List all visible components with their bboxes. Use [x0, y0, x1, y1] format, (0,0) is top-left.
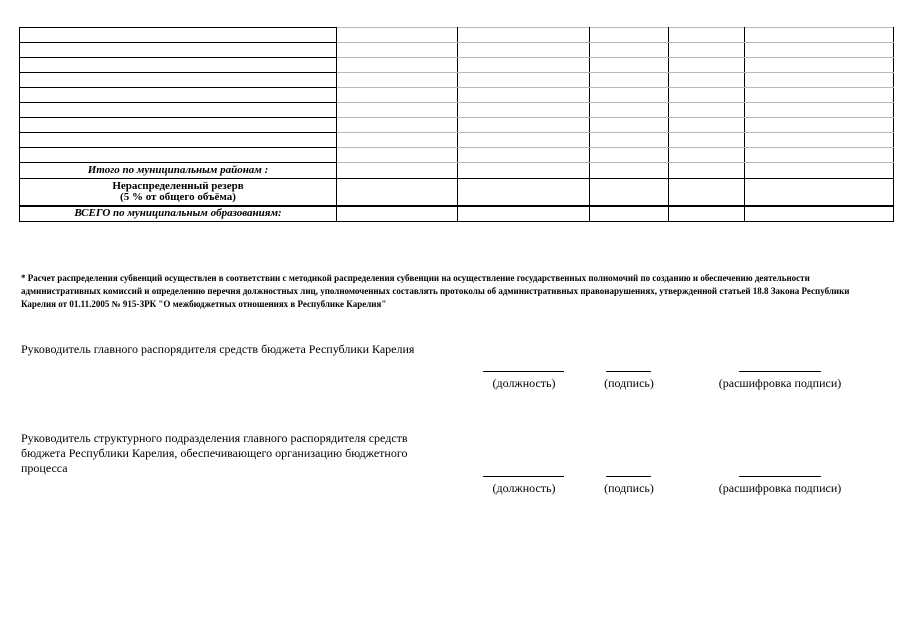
table-cell [337, 73, 458, 88]
table-row [20, 73, 894, 88]
table-cell [458, 118, 590, 133]
table-cell [590, 88, 669, 103]
table-cell [590, 58, 669, 73]
signature1-position-line [483, 371, 564, 372]
table-cell [669, 148, 745, 163]
table-body [20, 28, 894, 163]
table-row [20, 28, 894, 43]
table-cell [669, 103, 745, 118]
table-cell [337, 88, 458, 103]
table-cell [745, 133, 894, 148]
table-cell [745, 58, 894, 73]
table-cell [669, 58, 745, 73]
signature1-signature-line [606, 371, 651, 372]
municipality-name-cell [20, 43, 337, 58]
municipality-name-cell [20, 148, 337, 163]
table-cell [590, 118, 669, 133]
signature1-label: Руководитель главного распорядителя средств бюджета Республики Карелия [21, 342, 415, 356]
signature1-position-caption: (должность) [492, 376, 556, 390]
table-cell [669, 88, 745, 103]
table-row [20, 118, 894, 133]
table-cell [745, 206, 894, 222]
table-cell [669, 133, 745, 148]
table-cell [669, 43, 745, 58]
table-cell [590, 73, 669, 88]
table-cell [669, 28, 745, 43]
reserve-label-line2: (5 % от общего объёма) [120, 190, 236, 203]
municipality-name-cell [20, 103, 337, 118]
table-cell [458, 148, 590, 163]
table-row [20, 43, 894, 58]
signature2-position-caption: (должность) [492, 481, 556, 495]
table-cell [590, 179, 669, 206]
table-cell [669, 179, 745, 206]
signature2-signature-caption: (подпись) [604, 481, 654, 495]
table-cell [337, 163, 458, 179]
table-cell [669, 206, 745, 222]
table-cell [337, 206, 458, 222]
signature2-signature-line [606, 476, 651, 477]
total-label: Итого по муниципальным районам : [20, 163, 337, 179]
municipality-name-cell [20, 88, 337, 103]
table-cell [337, 103, 458, 118]
table-cell [458, 73, 590, 88]
table-cell [458, 43, 590, 58]
reserve-row [20, 179, 894, 206]
table-row [20, 148, 894, 163]
signature1-decoding-line [739, 371, 821, 372]
signature2-label-line3: процесса [21, 461, 68, 475]
municipality-name-cell [20, 133, 337, 148]
signature2-label-line1: Руководитель структурного подразделения главного распорядителя средств [21, 431, 408, 445]
table-cell [745, 88, 894, 103]
table-cell [745, 28, 894, 43]
reserve-label-line1: Нераспределенный резерв [112, 179, 244, 192]
table-cell [458, 28, 590, 43]
signature2-label-line2: бюджета Республики Карелия, обеспечивающего организацию бюджетного [21, 446, 408, 460]
table-cell [590, 28, 669, 43]
table-cell [669, 73, 745, 88]
table-cell [590, 103, 669, 118]
table-cell [458, 133, 590, 148]
table-cell [337, 28, 458, 43]
table-cell [745, 163, 894, 179]
table-cell [458, 103, 590, 118]
table-cell [337, 148, 458, 163]
table-row [20, 133, 894, 148]
table-cell [458, 179, 590, 206]
table-cell [337, 118, 458, 133]
table-cell [590, 148, 669, 163]
table-row [20, 103, 894, 118]
municipality-name-cell [20, 118, 337, 133]
table-row [20, 58, 894, 73]
signature2-position-line [483, 476, 564, 477]
table-cell [669, 163, 745, 179]
signature2-decoding-caption: (расшифровка подписи) [718, 481, 842, 495]
table-cell [745, 43, 894, 58]
table-cell [337, 58, 458, 73]
table-row [20, 88, 894, 103]
table-cell [590, 206, 669, 222]
signature1-signature-caption: (подпись) [604, 376, 654, 390]
grand-total-row [20, 206, 894, 222]
table-cell [337, 43, 458, 58]
municipality-name-cell [20, 73, 337, 88]
footnote: * Расчет распределения субвенций осуществлен в соответствии с методикой распределения субвенции на осуществление государственных полномочий по созданию и обеспечению деятельности административных комиссий и определению перечня должностных лиц, уполномоченных составлять протоколы об административных правонарушениях, утвержденной статьей 18.8 Закона Республики Карелия от 01.11.2005 № 915-ЗРК "О межбюджетных отношениях в Республике Карелия" [21, 273, 850, 309]
grand-total-label: ВСЕГО по муниципальным образованиям: [20, 206, 337, 222]
subvention-table [19, 27, 894, 222]
table-cell [745, 118, 894, 133]
signature2-decoding-line [739, 476, 821, 477]
table-cell [669, 118, 745, 133]
municipality-name-cell [20, 58, 337, 73]
table-cell [745, 103, 894, 118]
total-row [20, 163, 894, 179]
signature2-label [21, 431, 461, 476]
table-cell [458, 163, 590, 179]
table-cell [458, 88, 590, 103]
table-cell [745, 148, 894, 163]
municipality-name-cell [20, 28, 337, 43]
table-cell [337, 179, 458, 206]
table-cell [745, 73, 894, 88]
reserve-label [20, 179, 337, 206]
table-cell [458, 58, 590, 73]
table-cell [745, 179, 894, 206]
table-cell [458, 206, 590, 222]
table-cell [590, 163, 669, 179]
table-cell [337, 133, 458, 148]
table-cell [590, 133, 669, 148]
table-cell [590, 43, 669, 58]
signature1-decoding-caption: (расшифровка подписи) [718, 376, 842, 390]
